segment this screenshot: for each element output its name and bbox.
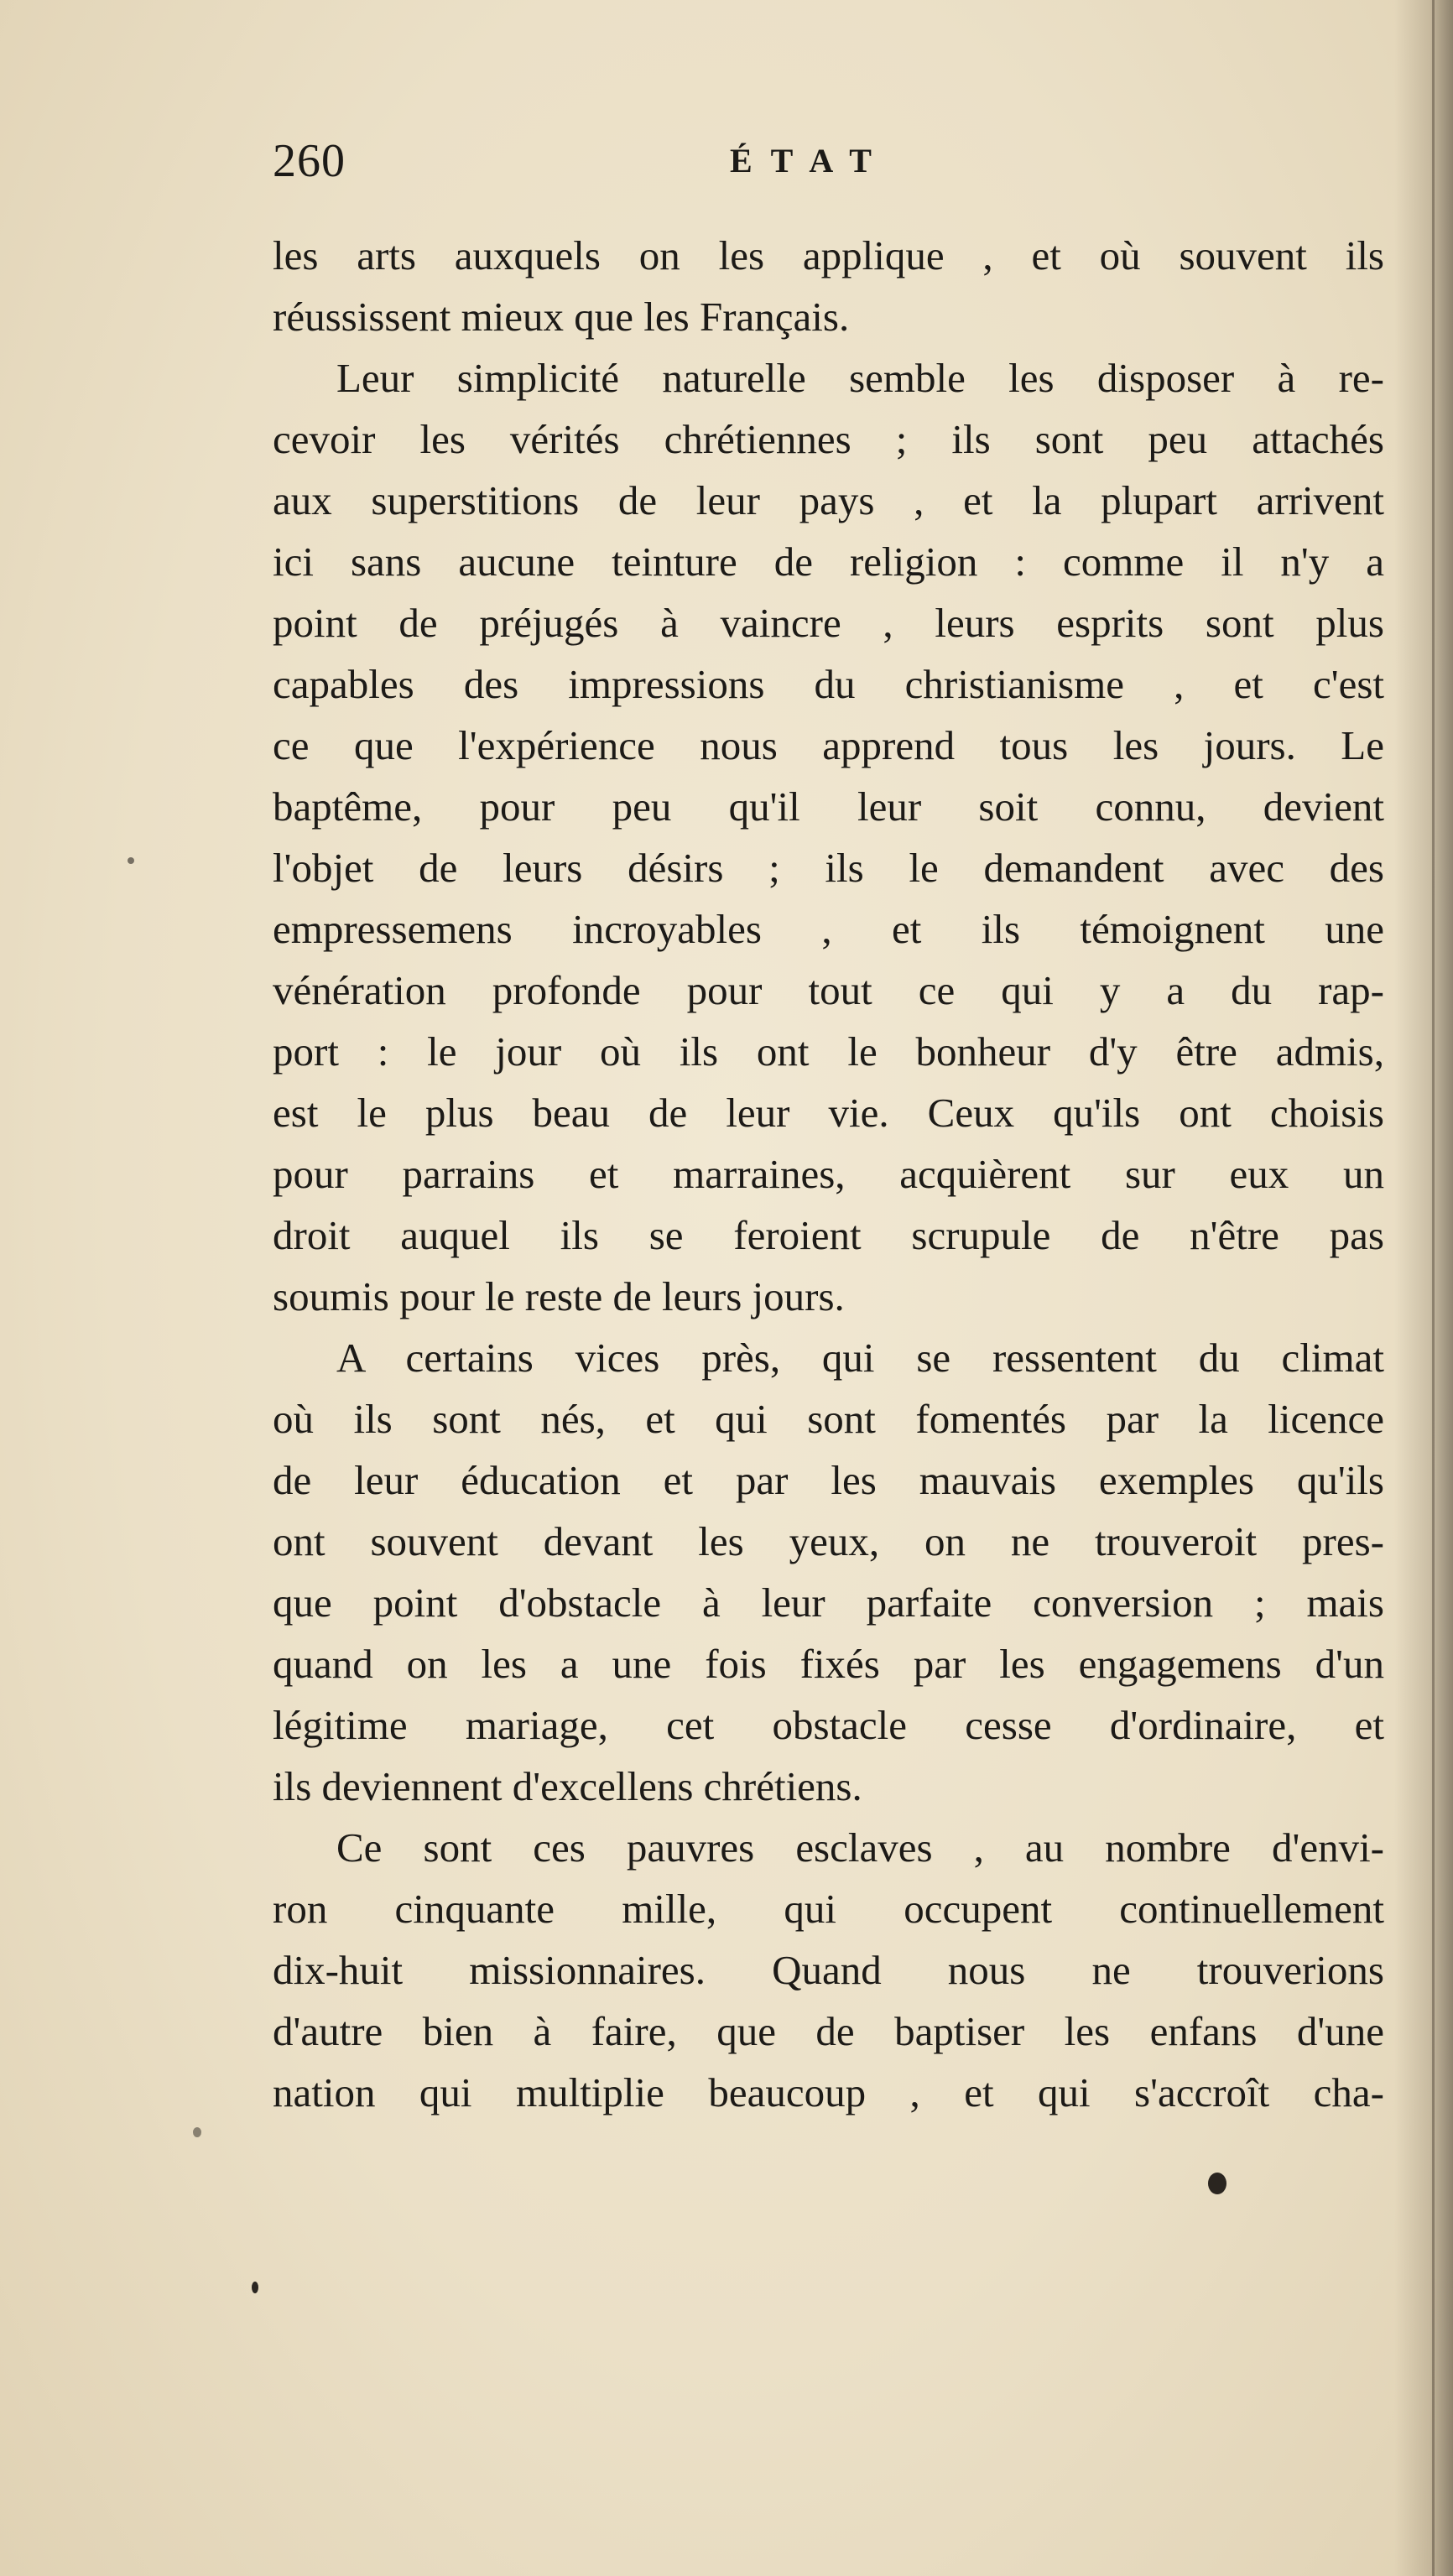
text-line: ont souvent devant les yeux, on ne trouveroit pres-: [273, 1518, 1384, 1564]
paragraph: [273, 225, 1384, 347]
text-line: que point d'obstacle à leur parfaite conversion ; mais: [273, 1579, 1384, 1626]
text-line: empressemens incroyables , et ils témoignent une: [273, 906, 1384, 952]
text-line: les arts auxquels on les applique , et où souvent ils: [273, 232, 1384, 278]
text-line: pour parrains et marraines, acquièrent sur eux un: [273, 1151, 1384, 1197]
text-line: aux superstitions de leur pays , et la plupart arrivent: [273, 477, 1384, 523]
text-line: baptême, pour peu qu'il leur soit connu, devient: [273, 783, 1384, 830]
text-line: point de préjugés à vaincre , leurs esprits sont plus: [273, 600, 1384, 646]
text-line: droit auquel ils se feroient scrupule de n'être pas: [273, 1212, 1384, 1258]
text-line: cevoir les vérités chrétiennes ; ils sont peu attachés: [273, 416, 1384, 462]
paragraph: [273, 1817, 1384, 2123]
paragraph: [273, 1327, 1384, 1817]
text-line: réussissent mieux que les Français.: [273, 294, 850, 340]
text-line: ils deviennent d'excellens chrétiens.: [273, 1763, 862, 1809]
text-line: port : le jour où ils ont le bonheur d'y être admis,: [273, 1028, 1384, 1075]
text-line: quand on les a une fois fixés par les engagemens d'un: [273, 1641, 1384, 1687]
text-line: d'autre bien à faire, que de baptiser les enfans d'une: [273, 2008, 1384, 2054]
text-line: vénération profonde pour tout ce qui y a du rap-: [273, 967, 1384, 1013]
ink-speck: [128, 857, 134, 864]
text-line: où ils sont nés, et qui sont fomentés par la licence: [273, 1396, 1384, 1442]
page-edge-line: [1432, 0, 1435, 2576]
text-line: soumis pour le reste de leurs jours.: [273, 1273, 845, 1319]
ink-speck: [193, 2127, 201, 2137]
text-line: de leur éducation et par les mauvais exemples qu'ils: [273, 1457, 1384, 1503]
text-line: dix-huit missionnaires. Quand nous ne trouverions: [273, 1947, 1384, 1993]
ink-speck: [252, 2282, 258, 2293]
ink-speck: [1208, 2173, 1226, 2194]
text-line: ron cinquante mille, qui occupent continuellement: [273, 1886, 1384, 1932]
text-line: ce que l'expérience nous apprend tous les jours. Le: [273, 722, 1384, 768]
page-number: 260: [273, 135, 346, 187]
text-line: A certains vices près, qui se ressentent du climat: [336, 1335, 1384, 1381]
text-line: Ce sont ces pauvres esclaves , au nombre d'envi-: [336, 1824, 1384, 1871]
running-head: [273, 134, 1384, 193]
paragraph: [273, 347, 1384, 1327]
text-line: ici sans aucune teinture de religion : comme il n'y a: [273, 539, 1384, 585]
text-line: l'objet de leurs désirs ; ils le demandent avec des: [273, 845, 1384, 891]
body-text: [273, 225, 1384, 2123]
text-line: est le plus beau de leur vie. Ceux qu'ils ont choisis: [273, 1090, 1384, 1136]
text-line: capables des impressions du christianisme , et c'est: [273, 661, 1384, 707]
text-line: légitime mariage, cet obstacle cesse d'ordinaire, et: [273, 1702, 1384, 1748]
text-line: Leur simplicité naturelle semble les disposer à re-: [336, 355, 1384, 401]
page-edge-shadow: [1394, 0, 1453, 2576]
running-title: ÉTAT: [730, 142, 890, 180]
text-line: nation qui multiplie beaucoup , et qui s'accroît cha-: [273, 2069, 1384, 2115]
